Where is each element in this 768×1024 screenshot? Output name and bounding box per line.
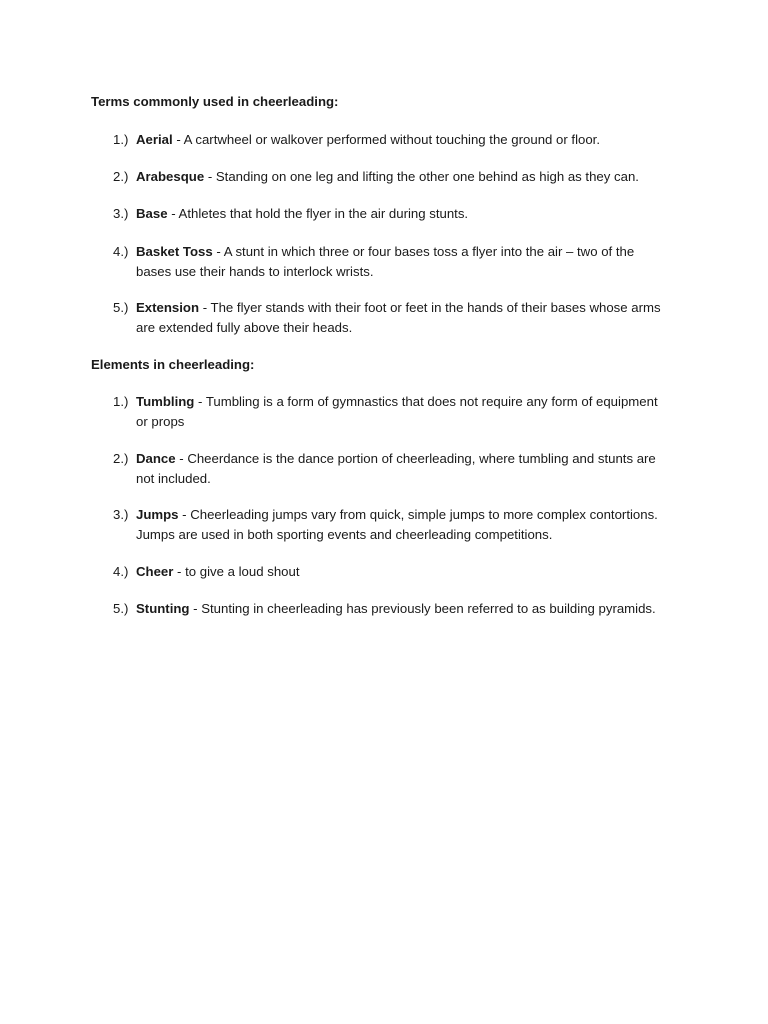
item-description: - Athletes that hold the flyer in the air during stunts. [167, 206, 469, 221]
item-body [135, 130, 666, 150]
list-item [113, 505, 673, 544]
item-body [135, 392, 666, 431]
list-item [113, 562, 673, 582]
item-description: - A stunt in which three or four bases toss a flyer into the air – two of the bases use their hands to interlock wrists. [136, 244, 635, 279]
item-term: Basket Toss [136, 244, 213, 259]
item-body [135, 242, 666, 281]
section-heading-elements: Elements in cheerleading: [91, 357, 255, 372]
list-item [113, 204, 673, 224]
item-description: - to give a loud shout [173, 564, 300, 579]
item-term: Aerial [136, 132, 173, 147]
list-item [113, 392, 673, 431]
list-item [113, 130, 673, 150]
item-description: - Standing on one leg and lifting the other one behind as high as they can. [204, 169, 639, 184]
list-item [113, 599, 673, 619]
item-description: - Cheerdance is the dance portion of cheerleading, where tumbling and stunts are not included. [136, 451, 656, 486]
list-item [113, 167, 673, 187]
item-description: - A cartwheel or walkover performed without touching the ground or floor. [172, 132, 601, 147]
item-number: 1.) [113, 394, 129, 409]
item-term: Cheer [136, 564, 174, 579]
item-term: Stunting [136, 601, 190, 616]
item-number: 3.) [113, 206, 129, 221]
item-number: 2.) [113, 451, 129, 466]
item-term: Dance [136, 451, 176, 466]
item-number: 5.) [113, 300, 129, 315]
item-body [135, 562, 666, 582]
item-body [135, 505, 666, 544]
item-body [135, 298, 666, 337]
section-heading-terms: Terms commonly used in cheerleading: [91, 94, 339, 109]
item-number: 1.) [113, 132, 129, 147]
item-term: Arabesque [136, 169, 205, 184]
item-body [135, 449, 666, 488]
item-description: - The flyer stands with their foot or feet in the hands of their bases whose arms are extended fully above their heads. [136, 300, 661, 335]
item-description: - Cheerleading jumps vary from quick, simple jumps to more complex contortions. Jumps are used in both sporting events and cheerleading competitions. [136, 507, 658, 542]
item-body [135, 599, 666, 619]
item-number: 4.) [113, 564, 129, 579]
item-number: 3.) [113, 507, 129, 522]
item-number: 2.) [113, 169, 129, 184]
list-item [113, 298, 673, 337]
item-number: 5.) [113, 601, 129, 616]
list-item [113, 242, 673, 281]
item-description: - Tumbling is a form of gymnastics that does not require any form of equipment or props [136, 394, 658, 429]
item-body [135, 167, 666, 187]
item-description: - Stunting in cheerleading has previously been referred to as building pyramids. [189, 601, 656, 616]
list-item [113, 449, 673, 488]
item-term: Base [136, 206, 168, 221]
item-term: Extension [136, 300, 200, 315]
item-body [135, 204, 666, 224]
item-term: Jumps [136, 507, 179, 522]
item-term: Tumbling [136, 394, 195, 409]
item-number: 4.) [113, 244, 129, 259]
